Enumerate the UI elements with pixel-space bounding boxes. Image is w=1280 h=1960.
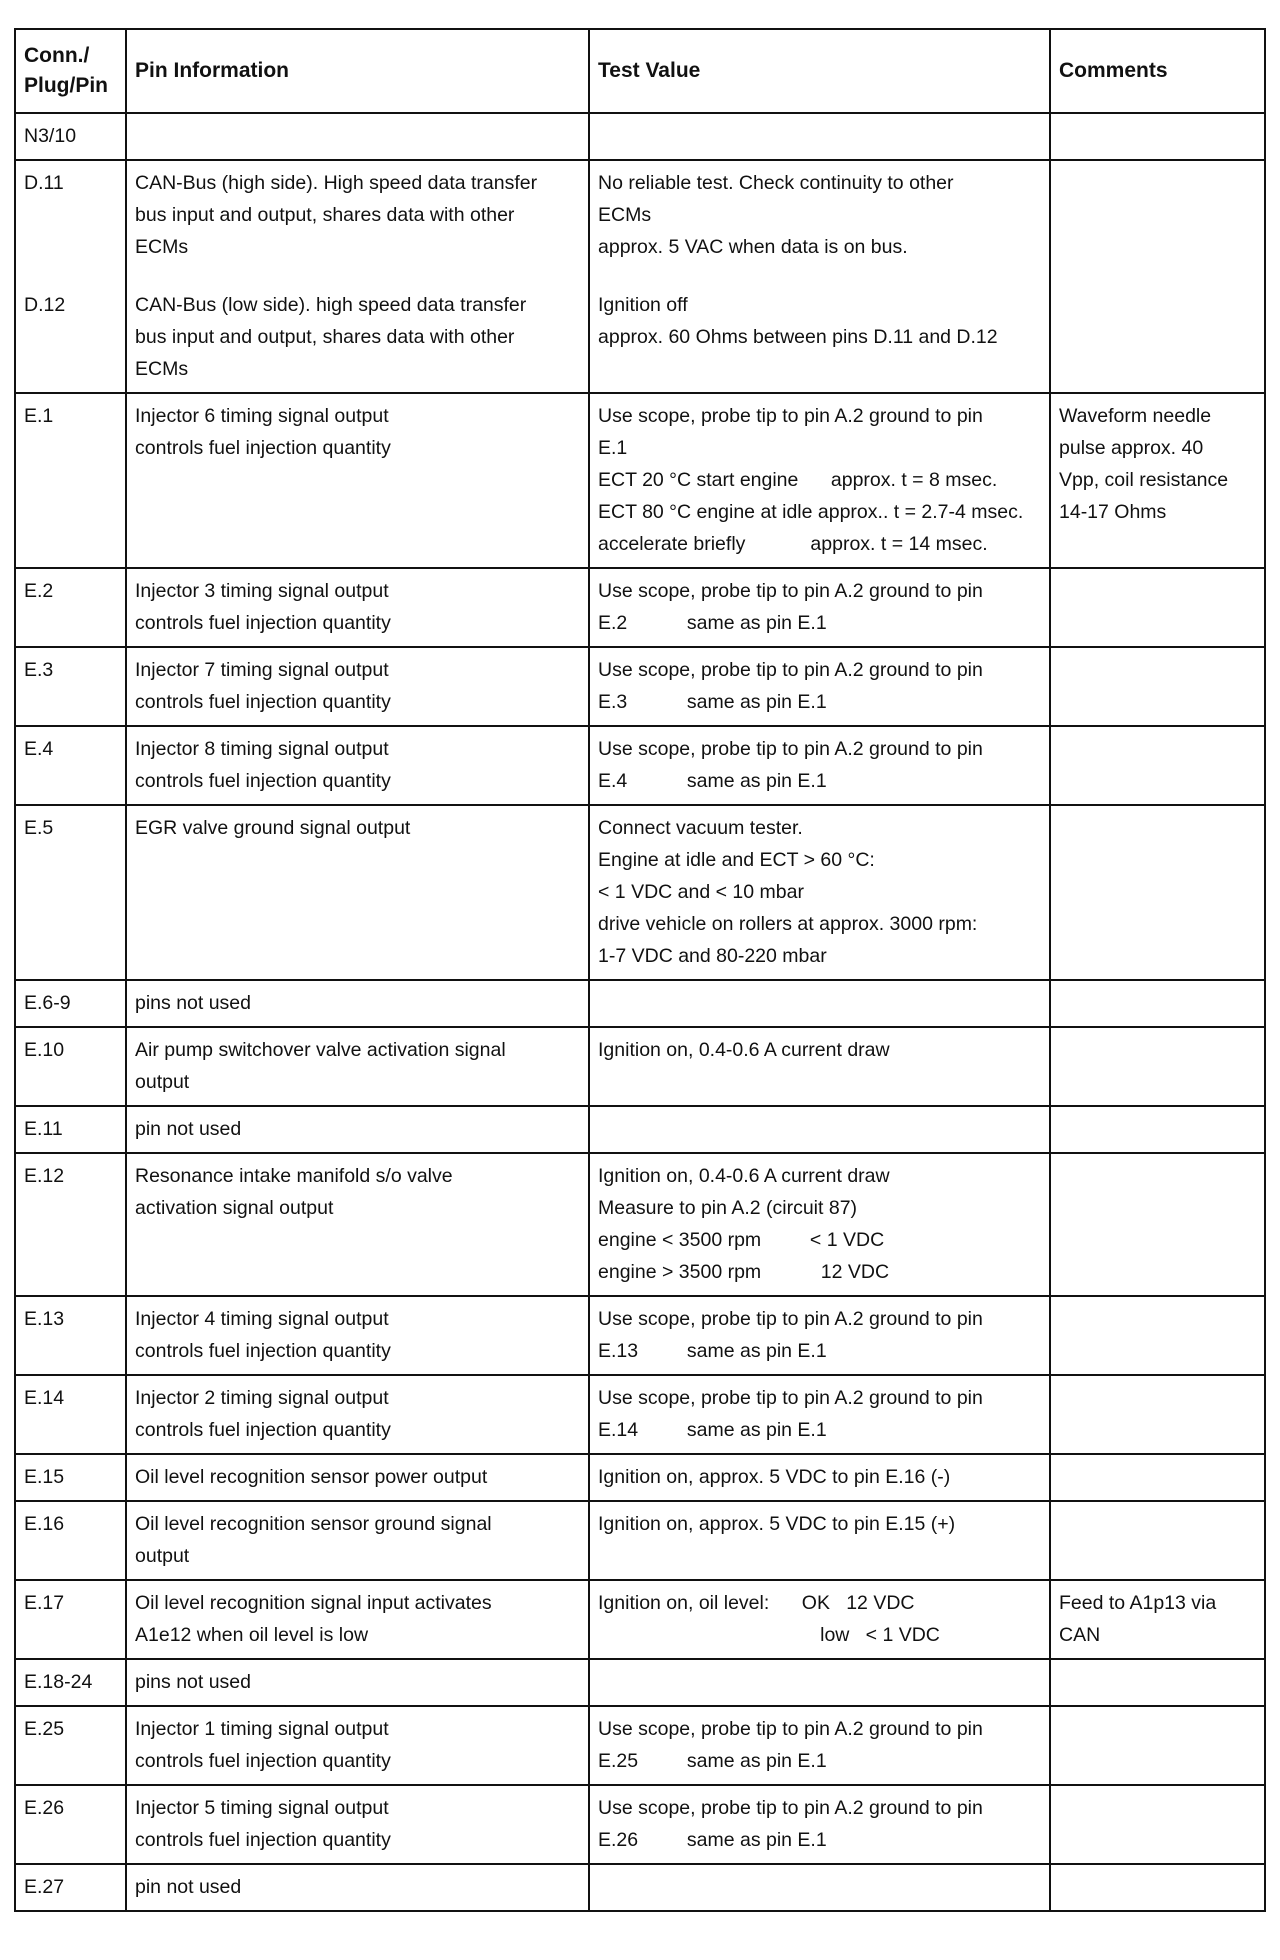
test-value-line: Ignition on, 0.4-0.6 A current draw [598,1165,890,1187]
table-row [15,1580,1265,1659]
pin-id-cell [15,1706,126,1785]
pin-info-line: Air pump switchover valve activation signal [135,1039,506,1061]
test-value-cell [589,160,1050,393]
pin-id-cell [15,1106,126,1153]
comments-cell [1050,647,1265,726]
pin-id-cell [15,1153,126,1296]
pin-id: E.5 [24,817,54,839]
test-value-cell [589,1454,1050,1501]
pin-id-cell [15,1296,126,1375]
pin-id: E.4 [24,738,54,760]
test-value-line: < 1 VDC and < 10 mbar [598,881,804,903]
pin-id-cell [15,1375,126,1454]
test-value-line: E.14 same as pin E.1 [598,1419,827,1441]
pin-id: E.14 [24,1387,65,1409]
pin-info-line: Injector 4 timing signal output [135,1308,389,1330]
test-value-line: Use scope, probe tip to pin A.2 ground to pin [598,1387,983,1409]
table-row [15,393,1265,568]
pin-info-line: controls fuel injection quantity [135,1829,391,1851]
test-value-line: Use scope, probe tip to pin A.2 ground to pin [598,1718,983,1740]
cell-spacer [24,199,117,289]
comment-line: CAN [1059,1624,1101,1646]
test-value-line: ECT 80 °C engine at idle approx.. t = 2.7-4 msec. [598,501,1024,523]
pin-id-cell [15,1454,126,1501]
pin-info-line: controls fuel injection quantity [135,691,391,713]
pin-id: E.25 [24,1718,65,1740]
pin-information-cell [126,1153,589,1296]
pin-id: E.17 [24,1592,65,1614]
table-row [15,1785,1265,1864]
test-value-line: E.25 same as pin E.1 [598,1750,827,1772]
comments-cell [1050,568,1265,647]
test-value-cell [589,1580,1050,1659]
table-row [15,1864,1265,1911]
table-body [15,113,1265,1911]
pin-info-line: Oil level recognition sensor power output [135,1466,488,1488]
test-value-line: Ignition on, 0.4-0.6 A current draw [598,1039,890,1061]
pin-id: E.27 [24,1876,65,1898]
comments-cell [1050,1454,1265,1501]
comments-cell [1050,113,1265,160]
pin-information-cell [126,568,589,647]
test-value-cell [589,568,1050,647]
pin-id: E.1 [24,405,54,427]
test-value-line: E.2 same as pin E.1 [598,612,827,634]
pin-information-cell [126,1785,589,1864]
test-value-line: engine > 3500 rpm 12 VDC [598,1261,890,1283]
test-value-line: Use scope, probe tip to pin A.2 ground to pin [598,659,983,681]
header-conn-plug-pin [15,29,126,113]
test-value-cell [589,980,1050,1027]
pin-id: E.16 [24,1513,65,1535]
test-value-line: E.26 same as pin E.1 [598,1829,827,1851]
table-row [15,805,1265,980]
comments-cell [1050,1106,1265,1153]
table-row [15,1106,1265,1153]
test-value-line: approx. 5 VAC when data is on bus. [598,236,908,258]
pin-info-line: output [135,1545,190,1567]
test-value-line: drive vehicle on rollers at approx. 3000 rpm: [598,913,978,935]
table-row [15,1454,1265,1501]
pin-information-cell [126,160,589,393]
pin-id-cell [15,568,126,647]
test-value-line: Ignition on, oil level: OK 12 VDC [598,1592,915,1614]
pin-table-sheet [14,28,1264,1912]
test-value-line: approx. 60 Ohms between pins D.11 and D.12 [598,326,998,348]
pin-info-line: CAN-Bus (high side). High speed data transfer [135,172,538,194]
pin-info-line: ECMs [135,236,189,258]
test-value-cell [589,1296,1050,1375]
test-value-cell [589,1501,1050,1580]
test-value-cell [589,1375,1050,1454]
pin-id-cell [15,160,126,393]
test-value-line: No reliable test. Check continuity to other [598,172,954,194]
test-value-cell [589,1027,1050,1106]
comments-cell [1050,1706,1265,1785]
test-value-line: E.13 same as pin E.1 [598,1340,827,1362]
pin-info-line: Injector 5 timing signal output [135,1797,389,1819]
cell-spacer [598,263,1041,289]
pin-information-cell [126,805,589,980]
test-value-cell [589,113,1050,160]
pin-information-cell [126,393,589,568]
pin-info-line: controls fuel injection quantity [135,612,391,634]
pin-id-cell [15,980,126,1027]
test-value-line: Engine at idle and ECT > 60 °C: [598,849,875,871]
comment-line: Waveform needle [1059,405,1212,427]
table-row [15,1706,1265,1785]
pin-id: E.15 [24,1466,65,1488]
pin-id: D.11 [24,172,64,194]
pin-info-line: Oil level recognition sensor ground signal [135,1513,492,1535]
test-value-line: Ignition off [598,294,688,316]
pin-info-line: pin not used [135,1118,242,1140]
comments-cell [1050,1153,1265,1296]
test-value-cell [589,1706,1050,1785]
pin-info-line: controls fuel injection quantity [135,437,391,459]
pin-information-cell [126,1864,589,1911]
pin-information-cell [126,980,589,1027]
pin-id-cell [15,726,126,805]
pin-info-line: controls fuel injection quantity [135,770,391,792]
pin-info-line: Injector 8 timing signal output [135,738,389,760]
pin-info-line: Oil level recognition signal input activates [135,1592,492,1614]
table-row [15,1153,1265,1296]
comments-cell [1050,160,1265,393]
pin-id-cell [15,647,126,726]
pin-id-cell [15,393,126,568]
pin-information-cell [126,647,589,726]
table-row [15,1296,1265,1375]
test-value-line: Connect vacuum tester. [598,817,803,839]
pin-info-line: Injector 6 timing signal output [135,405,389,427]
pin-information-cell [126,1027,589,1106]
pin-id-cell [15,805,126,980]
pin-info-line: controls fuel injection quantity [135,1340,391,1362]
pin-info-line: controls fuel injection quantity [135,1750,391,1772]
header-comments: Comments [1050,29,1265,113]
comments-cell [1050,393,1265,568]
test-value-line: E.3 same as pin E.1 [598,691,827,713]
table-row [15,160,1265,393]
pin-information-cell [126,113,589,160]
table-header-row [15,29,1265,113]
comments-cell [1050,980,1265,1027]
header-conn-line1: Conn./ [24,44,90,67]
header-test-value: Test Value [589,29,1050,113]
pin-info-line: pins not used [135,1671,252,1693]
pin-info-line: pin not used [135,1876,242,1898]
table-row [15,1659,1265,1706]
pin-id: E.13 [24,1308,65,1330]
pin-id: E.2 [24,580,54,602]
pin-id-cell [15,1864,126,1911]
header-conn-line2: Plug/Pin [24,74,108,97]
test-value-line: Use scope, probe tip to pin A.2 ground to pin [598,1308,983,1330]
test-value-line: Use scope, probe tip to pin A.2 ground to pin [598,580,983,602]
test-value-line: ECMs [598,204,652,226]
table-row [15,726,1265,805]
pin-info-line: EGR valve ground signal output [135,817,411,839]
pin-info-line: controls fuel injection quantity [135,1419,391,1441]
pin-info-line: Injector 3 timing signal output [135,580,389,602]
test-value-cell [589,1153,1050,1296]
pin-info-line: activation signal output [135,1197,334,1219]
comments-cell [1050,1375,1265,1454]
comments-cell [1050,1501,1265,1580]
table-row [15,1027,1265,1106]
pin-information-cell [126,1296,589,1375]
cell-spacer [135,263,580,289]
table-row [15,980,1265,1027]
pin-information-cell [126,1454,589,1501]
pin-information-cell [126,1106,589,1153]
table-row [15,1375,1265,1454]
test-value-line: E.4 same as pin E.1 [598,770,827,792]
pin-id: E.26 [24,1797,65,1819]
pin-id: E.18-24 [24,1671,93,1693]
pin-id: E.10 [24,1039,65,1061]
pin-info-line: Resonance intake manifold s/o valve [135,1165,453,1187]
test-value-line: engine < 3500 rpm < 1 VDC [598,1229,885,1251]
comments-cell [1050,1580,1265,1659]
pin-info-line: ECMs [135,358,189,380]
test-value-line: low < 1 VDC [598,1624,940,1646]
test-value-cell [589,805,1050,980]
comments-cell [1050,1864,1265,1911]
test-value-line: Use scope, probe tip to pin A.2 ground to pin [598,1797,983,1819]
pin-info-line: Injector 7 timing signal output [135,659,389,681]
test-value-line: Ignition on, approx. 5 VDC to pin E.16 (-) [598,1466,951,1488]
pin-id-cell [15,1580,126,1659]
test-value-line: Use scope, probe tip to pin A.2 ground to pin [598,738,983,760]
pin-id: N3/10 [24,125,77,147]
header-pin-information: Pin Information [126,29,589,113]
pin-info-line: output [135,1071,190,1093]
test-value-cell [589,1864,1050,1911]
test-value-cell [589,1785,1050,1864]
table-row [15,1501,1265,1580]
pin-information-cell [126,1706,589,1785]
pin-info-line: Injector 2 timing signal output [135,1387,389,1409]
test-value-cell [589,1106,1050,1153]
comment-line: pulse approx. 40 [1059,437,1204,459]
pin-info-line: Injector 1 timing signal output [135,1718,389,1740]
test-value-cell [589,726,1050,805]
pin-id-cell [15,113,126,160]
pin-id-cell [15,1501,126,1580]
comments-cell [1050,1659,1265,1706]
table-row [15,568,1265,647]
comments-cell [1050,1027,1265,1106]
comment-line: Vpp, coil resistance [1059,469,1229,491]
pin-info-line: A1e12 when oil level is low [135,1624,369,1646]
pin-id: E.12 [24,1165,65,1187]
pin-id: E.11 [24,1118,63,1140]
table-row [15,113,1265,160]
comments-cell [1050,1296,1265,1375]
pin-id: E.3 [24,659,54,681]
pin-id: E.6-9 [24,992,71,1014]
pin-info-line: pins not used [135,992,252,1014]
test-value-cell [589,1659,1050,1706]
pin-id-cell [15,1785,126,1864]
test-value-line: Measure to pin A.2 (circuit 87) [598,1197,858,1219]
pin-info-line: bus input and output, shares data with other [135,204,515,226]
comments-cell [1050,726,1265,805]
pin-information-table [14,28,1266,1912]
test-value-line: Use scope, probe tip to pin A.2 ground to pin [598,405,983,427]
pin-id: D.12 [24,294,66,316]
comments-cell [1050,1785,1265,1864]
comment-line: Feed to A1p13 via [1059,1592,1217,1614]
table-row [15,647,1265,726]
test-value-line: 1-7 VDC and 80-220 mbar [598,945,827,967]
pin-information-cell [126,1501,589,1580]
test-value-line: E.1 [598,437,628,459]
test-value-line: ECT 20 °C start engine approx. t = 8 msec. [598,469,998,491]
pin-information-cell [126,1580,589,1659]
pin-id-cell [15,1027,126,1106]
test-value-cell [589,393,1050,568]
test-value-line: Ignition on, approx. 5 VDC to pin E.15 (+) [598,1513,956,1535]
comments-cell [1050,805,1265,980]
pin-information-cell [126,726,589,805]
pin-info-line: bus input and output, shares data with other [135,326,515,348]
pin-info-line: CAN-Bus (low side). high speed data transfer [135,294,527,316]
test-value-cell [589,647,1050,726]
pin-information-cell [126,1375,589,1454]
comment-line: 14-17 Ohms [1059,501,1167,523]
pin-information-cell [126,1659,589,1706]
test-value-line: accelerate briefly approx. t = 14 msec. [598,533,988,555]
pin-id-cell [15,1659,126,1706]
